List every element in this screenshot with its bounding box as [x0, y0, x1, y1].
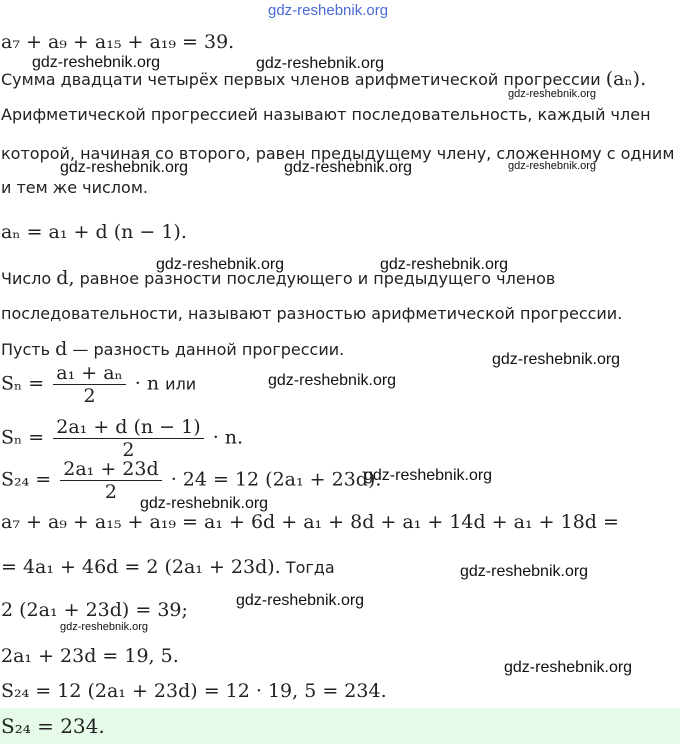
- text-let-start: Пусть: [1, 340, 51, 359]
- formula-sn-1-denominator: 2: [83, 385, 96, 407]
- text-let-symbol: d: [55, 338, 68, 360]
- watermark: gdz-reshebnik.org: [256, 55, 385, 72]
- equation-2: 2 (2a₁ + 23d) = 39;: [1, 599, 188, 621]
- formula-sn-1-word: или: [165, 374, 197, 394]
- watermark: gdz-reshebnik.org: [140, 495, 269, 512]
- text-let-end: — разность данной прогрессии.: [72, 340, 345, 359]
- watermark: gdz-reshebnik.org: [460, 563, 589, 580]
- watermark: gdz-reshebnik.org: [504, 659, 633, 676]
- watermark: gdz-reshebnik.org: [236, 592, 365, 609]
- text-let-d: [1, 339, 344, 360]
- text-s24-words: Сумма двадцати четырёх первых членов арифметической прогрессии: [1, 70, 601, 89]
- watermark: gdz-reshebnik.org: [364, 467, 493, 484]
- formula-sn-1-numerator: a₁ + aₙ: [53, 362, 126, 385]
- equation-3: 2a₁ + 23d = 19, 5.: [1, 645, 179, 667]
- formula-sn-2-tail: · n.: [212, 426, 244, 449]
- definition-line-3: и тем же числом.: [1, 178, 148, 197]
- text-s24-symbol: (aₙ).: [605, 68, 647, 90]
- formula-s24-fraction: [60, 458, 161, 503]
- text-d-line-2: последовательности, называют разностью арифметической прогрессии.: [1, 304, 623, 323]
- equation-4: S₂₄ = 12 (2a₁ + 23d) = 12 · 19, 5 = 234.: [1, 680, 387, 702]
- formula-s24-tail: · 24 = 12 (2a₁ + 23d).: [170, 468, 382, 491]
- text-s24: [1, 69, 646, 90]
- definition-line-1: Арифметической прогрессией называют последовательность, каждый член: [1, 105, 651, 124]
- watermark: gdz-reshebnik.org: [60, 621, 149, 633]
- watermark: gdz-reshebnik.org: [60, 159, 189, 176]
- formula-sn-2-lhs: Sₙ =: [1, 426, 45, 449]
- watermark: gdz-reshebnik.org: [508, 160, 597, 172]
- formula-sn-2-fraction: [53, 416, 203, 461]
- text-d-line-1-end: равное разности последующего и предыдущего членов: [79, 269, 556, 288]
- formula-s24-denominator: 2: [104, 481, 117, 503]
- formula-s24-numerator: 2a₁ + 23d: [60, 458, 161, 481]
- equation-long-2-row: [1, 557, 335, 578]
- formula-sn-1: [1, 362, 196, 407]
- watermark: gdz-reshebnik.org: [380, 256, 509, 273]
- watermark: gdz-reshebnik.org: [32, 54, 161, 71]
- watermark: gdz-reshebnik.org: [508, 88, 597, 100]
- equation-sum-terms: a₇ + a₉ + a₁₅ + a₁₉ = 39.: [1, 31, 235, 53]
- equation-an: aₙ = a₁ + d (n − 1).: [1, 221, 187, 243]
- formula-sn-2: [1, 416, 243, 461]
- formula-sn-2-numerator: 2a₁ + d (n − 1): [53, 416, 203, 439]
- text-d-line-1-start: Число: [1, 269, 52, 288]
- equation-long-1: a₇ + a₉ + a₁₅ + a₁₉ = a₁ + 6d + a₁ + 8d + a₁ + 14d + a₁ + 18d =: [1, 511, 619, 533]
- watermark: gdz-reshebnik.org: [268, 372, 397, 389]
- formula-s24-lhs: S₂₄ =: [1, 468, 52, 491]
- formula-s24: [1, 458, 381, 503]
- watermark-top[interactable]: gdz-reshebnik.org: [268, 2, 389, 19]
- text-d-symbol: d,: [56, 267, 75, 289]
- word-togda: Тогда: [285, 558, 335, 577]
- watermark: gdz-reshebnik.org: [156, 256, 285, 273]
- formula-sn-1-fraction: [53, 362, 126, 407]
- formula-sn-2-denominator: 2: [122, 439, 135, 461]
- watermark: gdz-reshebnik.org: [492, 351, 621, 368]
- equation-long-2: = 4a₁ + 46d = 2 (2a₁ + 23d).: [1, 556, 281, 578]
- formula-sn-1-lhs: Sₙ =: [1, 372, 45, 395]
- formula-sn-1-tail: · n: [134, 372, 160, 395]
- text-d-line-1: [1, 268, 555, 289]
- definition-line-2: которой, начиная со второго, равен предыдущему члену, сложенному с одним: [1, 144, 675, 163]
- answer-box: [0, 708, 680, 744]
- watermark: gdz-reshebnik.org: [284, 159, 413, 176]
- answer-text: S₂₄ = 234.: [1, 714, 105, 738]
